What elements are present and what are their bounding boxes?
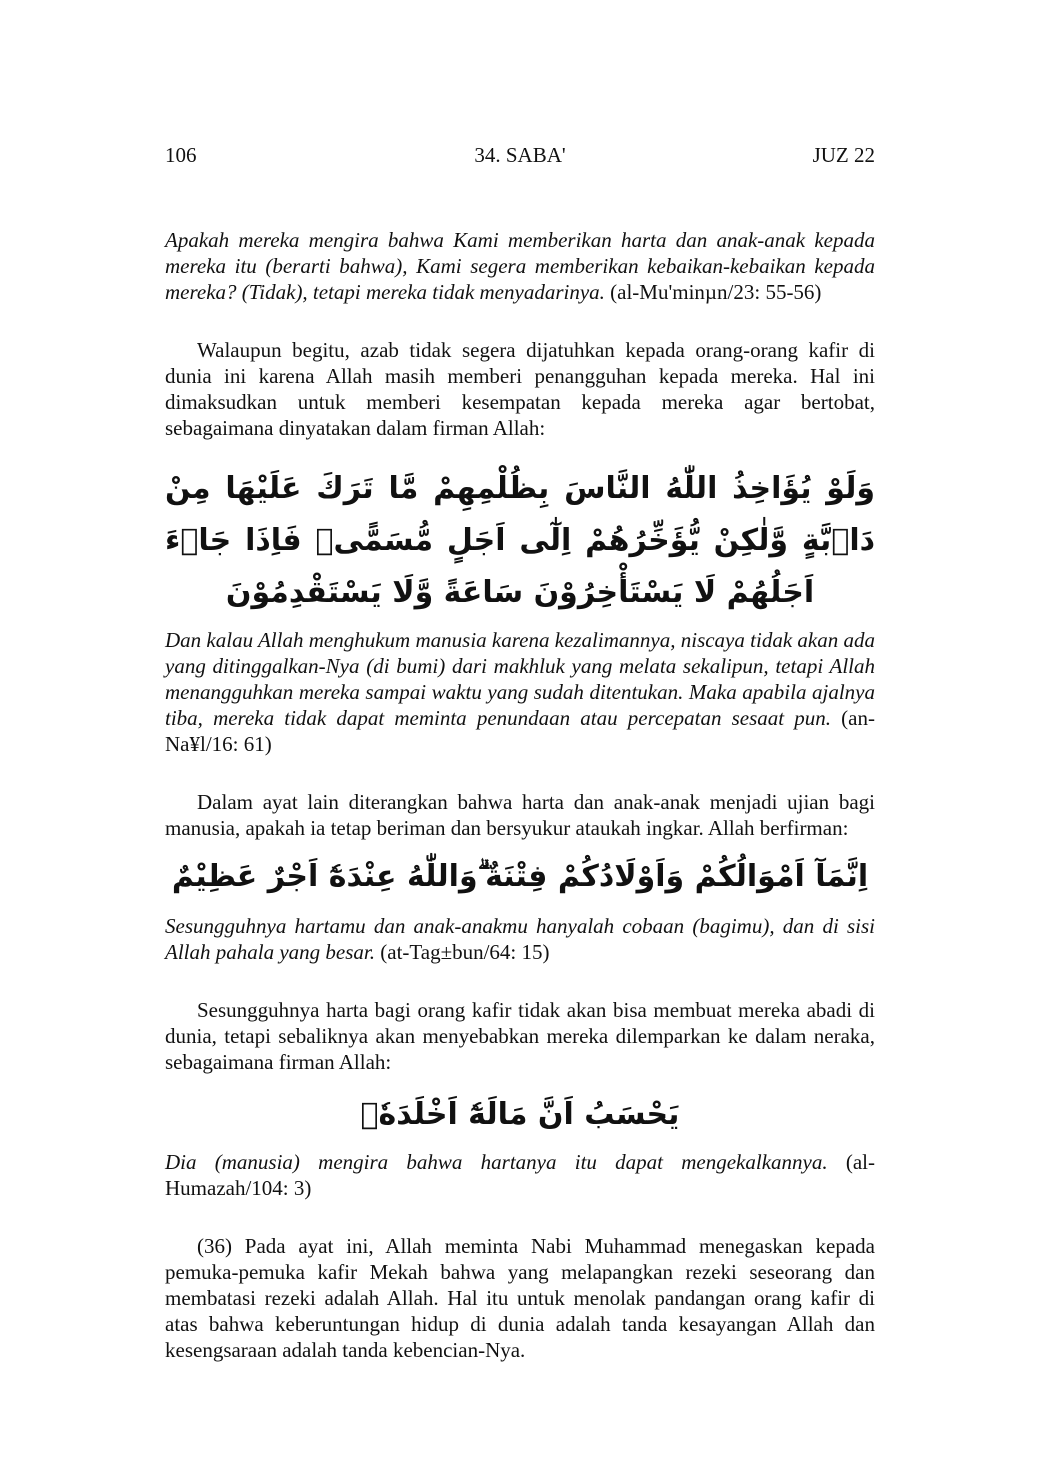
translation-text: Dan kalau Allah menghukum manusia karena kezalimannya, niscaya tidak akan ada yang ditinggalkan-Nya (di bumi) dari makhluk yang melata sekalipun, tetapi Allah menangguhkan mereka sampai waktu yang sudah ditentukan. Maka apabila ajalnya tiba, mereka tidak dapat meminta penundaan atau percepatan sesaat pun. bbox=[165, 628, 875, 730]
page bbox=[165, 140, 875, 1363]
juz-label: JUZ 22 bbox=[812, 143, 875, 167]
translation-reference: (al-Humazah/104: 3) bbox=[165, 1150, 875, 1200]
paragraph-2: Dalam ayat lain diterangkan bahwa harta dan anak-anak menjadi ujian bagi manusia, apakah ia tetap beriman dan bersyukur ataukah ingkar. Allah berfirman: bbox=[165, 790, 875, 840]
quote-translation-1 bbox=[165, 227, 875, 305]
verse-translation-2 bbox=[165, 913, 875, 965]
verse-translation-1 bbox=[165, 627, 875, 757]
paragraph-3: Sesungguhnya harta bagi orang kafir tidak akan bisa membuat mereka abadi di dunia, tetapi sebaliknya akan menyebabkan mereka dilemparkan ke dalam neraka, sebagaimana firman Allah: bbox=[165, 998, 875, 1074]
translation-reference: (an-Na¥l/16: 61) bbox=[165, 706, 875, 756]
quote-reference: (al-Mu'minµn/23: 55-56) bbox=[604, 280, 822, 304]
translation-text: Dia (manusia) mengira bahwa hartanya itu dapat mengekalkannya. bbox=[165, 1150, 828, 1174]
paragraph-4: (36) Pada ayat ini, Allah meminta Nabi Muhammad menegaskan kepada pemuka-pemuka kafir Mekah bahwa yang melapangkan rezeki seseorang dan membatasi rezeki adalah Allah. Hal itu untuk menolak pandangan orang kafir di atas bahwa keberuntungan hidup di dunia adalah tanda kesayangan Allah dan kesengsaraan adalah tanda kebencian-Nya. bbox=[165, 1234, 875, 1362]
verse-translation-3 bbox=[165, 1149, 875, 1201]
chapter-title: 34. SABA' bbox=[474, 143, 566, 167]
page-header bbox=[165, 140, 875, 172]
quote-text: Apakah mereka mengira bahwa Kami memberikan harta dan anak-anak kepada mereka itu (berarti bahwa), Kami segera memberikan kebaikan-kebaikan kepada mereka? (Tidak), tetapi mereka tidak menyadarinya. bbox=[165, 228, 875, 304]
translation-reference: (at-Tag±bun/64: 15) bbox=[375, 940, 550, 964]
translation-text: Sesungguhnya hartamu dan anak-anakmu hanyalah cobaan (bagimu), dan di sisi Allah pahala yang besar. bbox=[165, 914, 875, 964]
arabic-verse-2: اِنَّمَآ اَمْوَالُكُمْ وَاَوْلَادُكُمْ فِتْنَةٌ ۗوَاللّٰهُ عِنْدَهٗٓ اَجْرٌ عَظِيْمٌ bbox=[171, 859, 869, 894]
arabic-verse-1: وَلَوْ يُؤَاخِذُ اللّٰهُ النَّاسَ بِظُلْمِهِمْ مَّا تَرَكَ عَلَيْهَا مِنْ دَاۤبَّةٍ وَّلٰكِنْ يُّؤَخِّرُهُمْ اِلٰٓى اَجَلٍ مُّسَمًّىۚ فَاِذَا جَاۤءَ اَجَلُهُمْ لَا يَسْتَأْخِرُوْنَ سَاعَةً وَّلَا يَسْتَقْدِمُوْنَ bbox=[165, 471, 875, 610]
page-number: 106 bbox=[165, 143, 197, 167]
paragraph-1: Walaupun begitu, azab tidak segera dijatuhkan kepada orang-orang kafir di dunia ini karena Allah masih memberi penangguhan kepada mereka. Hal ini dimaksudkan untuk memberi kesempatan kepada mereka agar bertobat, sebagaimana dinyatakan dalam firman Allah: bbox=[165, 338, 875, 440]
arabic-verse-3: يَحْسَبُ اَنَّ مَالَهٗٓ اَخْلَدَهٗۚ bbox=[360, 1097, 680, 1132]
